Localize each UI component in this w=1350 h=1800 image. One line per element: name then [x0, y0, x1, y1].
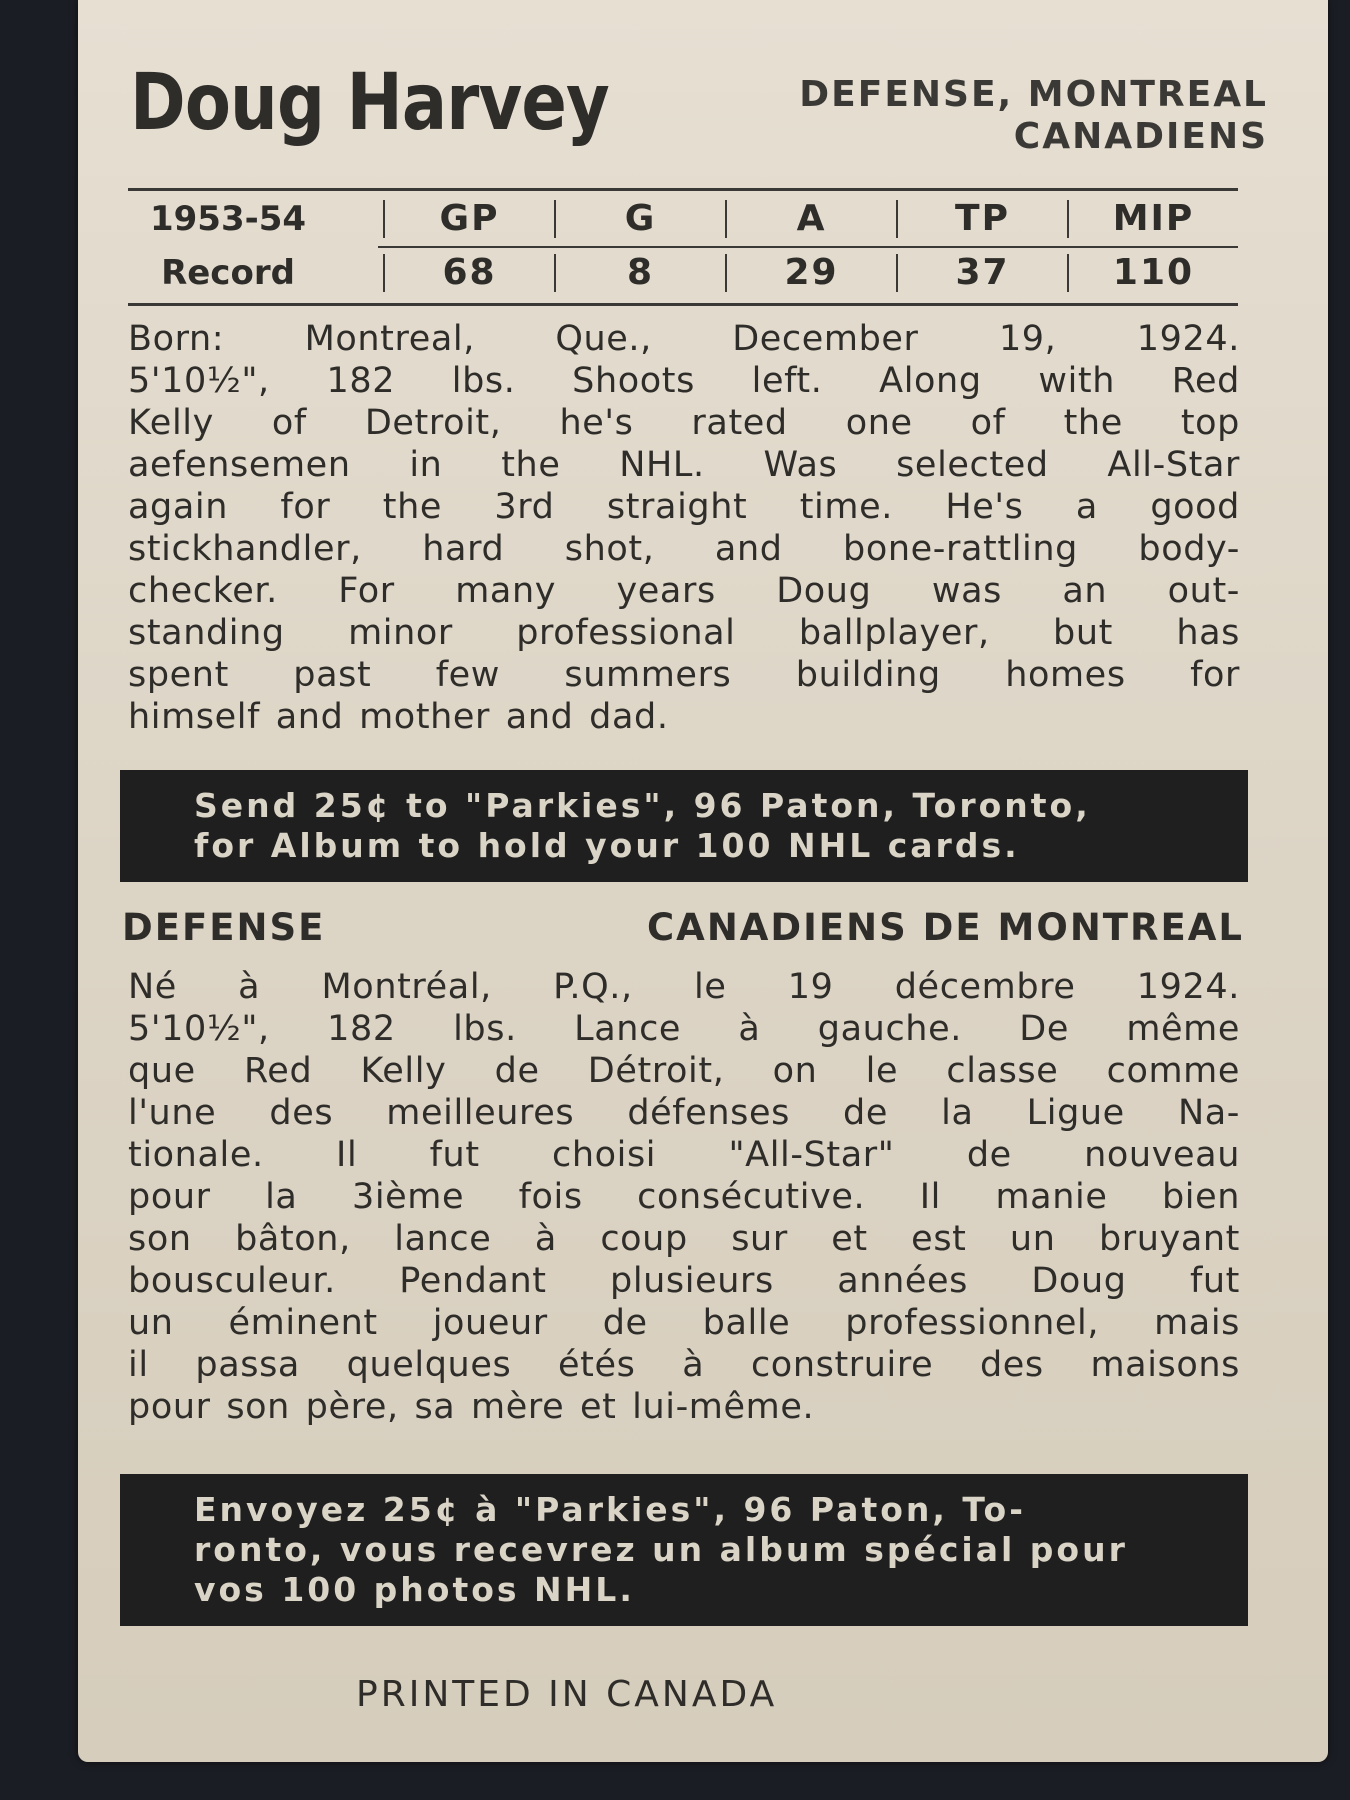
- french-position: DEFENSE: [122, 906, 326, 949]
- french-bio-line: que Red Kelly de Détroit, on le classe comme: [128, 1051, 1240, 1091]
- english-bio-line: checker. For many years Doug was an out-: [128, 571, 1240, 611]
- stats-table: [128, 188, 1238, 306]
- stats-value-g: 8: [554, 254, 725, 292]
- french-bio-line: son bâton, lance à coup sur et est un bruyant: [128, 1219, 1240, 1259]
- offer-line: for Album to hold your 100 NHL cards.: [194, 826, 1020, 865]
- stats-header-tp: TP: [896, 200, 1067, 238]
- french-bio-line: il passa quelques étés à construire des maisons: [128, 1345, 1240, 1385]
- french-team: CANADIENS DE MONTREAL: [647, 906, 1244, 949]
- english-bio-line: Kelly of Detroit, he's rated one of the top: [128, 403, 1240, 443]
- french-bio-line: un éminent joueur de balle professionnel, mais: [128, 1303, 1240, 1343]
- stats-header-g: G: [554, 200, 725, 238]
- english-bio-line: himself and mother and dad.: [128, 697, 669, 737]
- hockey-card-back: [78, 0, 1328, 1762]
- english-bio-line: Born: Montreal, Que., December 19, 1924.: [128, 319, 1240, 359]
- position-line-2: CANADIENS: [1013, 116, 1268, 157]
- french-bio-line: tionale. Il fut choisi "All-Star" de nouveau: [128, 1135, 1240, 1175]
- offer-line: Envoyez 25¢ à "Parkies", 96 Paton, To-: [194, 1490, 1026, 1529]
- stats-value-tp: 37: [896, 254, 1067, 292]
- printed-in-canada: PRINTED IN CANADA: [356, 1674, 778, 1715]
- english-bio-line: aefensemen in the NHL. Was selected All-Star: [128, 445, 1240, 485]
- english-bio-line: stickhandler, hard shot, and bone-rattling body-: [128, 529, 1240, 569]
- english-bio-line: 5'10½", 182 lbs. Shoots left. Along with Red: [128, 361, 1240, 401]
- stats-value-mip: 110: [1067, 254, 1238, 292]
- season-label: 1953-54: [149, 199, 307, 239]
- offer-line: Send 25¢ to "Parkies", 96 Paton, Toronto,: [194, 786, 1091, 825]
- english-bio-line: standing minor professional ballplayer, but has: [128, 613, 1240, 653]
- french-bio-line: l'une des meilleures défenses de la Ligue Na-: [128, 1093, 1240, 1133]
- french-bio-line: bousculeur. Pendant plusieurs années Doug fut: [128, 1261, 1240, 1301]
- english-album-offer: [120, 770, 1248, 882]
- stats-value-gp: 68: [383, 254, 554, 292]
- french-bio-line: Né à Montréal, P.Q., le 19 décembre 1924.: [128, 967, 1240, 1007]
- french-album-offer: [120, 1474, 1248, 1626]
- position-line-1: DEFENSE, MONTREAL: [799, 74, 1268, 115]
- player-position-team: [799, 74, 1268, 158]
- english-bio-line: spent past few summers building homes for: [128, 655, 1240, 695]
- stats-header-mip: MIP: [1067, 200, 1238, 238]
- english-bio-line: again for the 3rd straight time. He's a good: [128, 487, 1240, 527]
- french-bio-line: pour son père, sa mère et lui-même.: [128, 1387, 815, 1427]
- offer-line: vos 100 photos NHL.: [194, 1570, 635, 1609]
- player-name: Doug Harvey: [130, 58, 609, 148]
- offer-line: ronto, vous recevrez un album spécial pour: [194, 1530, 1128, 1569]
- stats-value-a: 29: [725, 254, 896, 292]
- stats-value-row: [128, 247, 1238, 299]
- stats-header-row: [128, 193, 1238, 245]
- stats-header-a: A: [725, 200, 896, 238]
- french-bio-line: 5'10½", 182 lbs. Lance à gauche. De même: [128, 1009, 1240, 1049]
- record-label: Record: [161, 253, 295, 293]
- english-bio: [128, 318, 1240, 738]
- stats-header-gp: GP: [383, 200, 554, 238]
- french-bio: [128, 966, 1240, 1428]
- french-bio-line: pour la 3ième fois consécutive. Il manie bien: [128, 1177, 1240, 1217]
